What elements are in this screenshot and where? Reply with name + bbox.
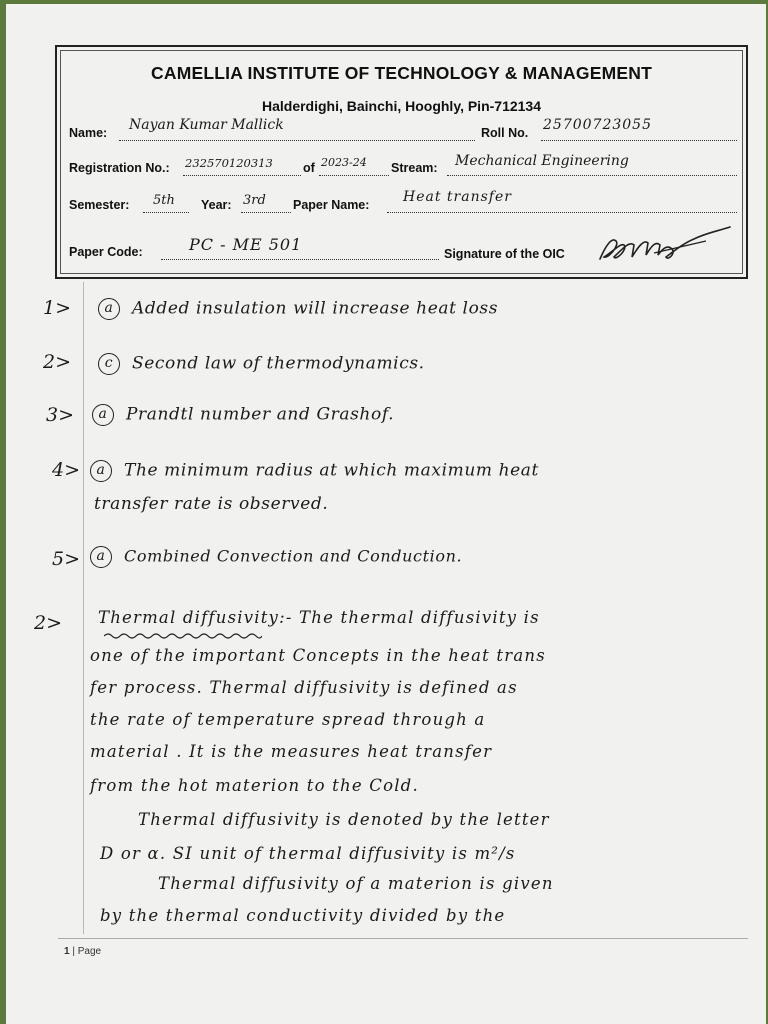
essay-line-4: the rate of temperature spread through a <box>90 710 486 729</box>
margin-line <box>83 282 84 934</box>
answer-text: Second law of thermodynamics. <box>132 353 425 374</box>
stream-label: Stream: <box>391 161 438 175</box>
answer-number-5: 5> <box>52 548 81 570</box>
essay-line-3: fer process. Thermal diffusivity is defined as <box>90 678 518 697</box>
option-circle: c <box>98 353 120 375</box>
essay-line-1: :- The thermal diffusivity is <box>279 608 540 627</box>
semester-label: Semester: <box>69 198 130 212</box>
answer-1 <box>98 298 498 320</box>
registration-value: 232570120313 <box>185 156 273 170</box>
essay-heading: Thermal diffusivity <box>98 608 280 627</box>
answer-text: Combined Convection and Conduction. <box>124 546 463 566</box>
essay-number: 2> <box>34 612 63 634</box>
paper-code-value: PC - ME 501 <box>189 235 303 254</box>
footer-rule <box>58 938 748 939</box>
answer-text: Added insulation will increase heat loss <box>132 298 499 319</box>
essay-line-8: D or α. SI unit of thermal diffusivity is m²/s <box>100 844 516 863</box>
answer-text: Prandtl number and Grashof. <box>126 404 395 425</box>
paper-code-dotted-line <box>161 259 439 260</box>
stream-dotted-line <box>447 175 737 176</box>
year-value: 3rd <box>243 193 266 208</box>
paper-name-value: Heat transfer <box>403 189 512 205</box>
answer-2 <box>98 353 425 375</box>
answer-sheet-page <box>6 4 766 1024</box>
essay-first-line <box>98 608 540 627</box>
answer-text: The minimum radius at which maximum heat <box>124 460 539 481</box>
name-label: Name: <box>69 126 108 140</box>
option-circle: a <box>90 460 112 482</box>
session-dotted-line <box>319 175 389 176</box>
answer-4-continued: transfer rate is observed. <box>94 494 329 514</box>
answer-number-3: 3> <box>46 404 75 426</box>
paper-name-label: Paper Name: <box>293 198 370 212</box>
semester-dotted-line <box>143 212 189 213</box>
answer-4 <box>90 460 539 482</box>
page-number: 1 <box>64 946 70 957</box>
institute-name: CAMELLIA INSTITUTE OF TECHNOLOGY & MANAGEMENT <box>151 63 652 83</box>
option-circle: a <box>92 404 114 426</box>
registration-dotted-line <box>183 175 301 176</box>
year-label: Year: <box>201 198 232 212</box>
page-label: Page <box>77 946 102 957</box>
page-footer: 1 | Page <box>64 946 102 957</box>
essay-line-5: material . It is the measures heat transfer <box>90 742 493 761</box>
answer-5 <box>90 546 462 568</box>
name-dotted-line <box>119 140 475 141</box>
session-value: 2023-24 <box>321 156 367 169</box>
registration-label: Registration No.: <box>69 161 170 175</box>
oic-signature-mark <box>594 223 734 267</box>
essay-line-10: by the thermal conductivity divided by the <box>100 906 506 925</box>
stream-value: Mechanical Engineering <box>455 153 629 169</box>
roll-value: 25700723055 <box>543 117 652 133</box>
year-dotted-line <box>241 212 291 213</box>
paper-name-dotted-line <box>387 212 737 213</box>
answer-number-2: 2> <box>43 351 72 373</box>
answer-3 <box>92 404 394 426</box>
essay-line-6: from the hot materion to the Cold. <box>90 776 419 795</box>
essay-line-7: Thermal diffusivity is denoted by the letter <box>138 810 550 829</box>
oic-signature-label: Signature of the OIC <box>444 247 565 261</box>
roll-dotted-line <box>541 140 737 141</box>
essay-line-2: one of the important Concepts in the heat trans <box>90 646 546 665</box>
roll-label: Roll No. <box>481 126 529 140</box>
of-label: of <box>303 161 315 175</box>
semester-value: 5th <box>153 193 175 208</box>
header-box <box>55 45 748 279</box>
answer-number-4: 4> <box>52 459 81 481</box>
option-circle: a <box>98 298 120 320</box>
name-value: Nayan Kumar Mallick <box>129 117 284 133</box>
heading-wavy-underline <box>104 632 262 640</box>
answer-number-1: 1> <box>43 297 72 319</box>
paper-code-label: Paper Code: <box>69 245 143 259</box>
institute-address: Halderdighi, Bainchi, Hooghly, Pin-712134 <box>261 98 542 114</box>
essay-line-9: Thermal diffusivity of a materion is given <box>158 874 554 893</box>
option-circle: a <box>90 546 112 568</box>
